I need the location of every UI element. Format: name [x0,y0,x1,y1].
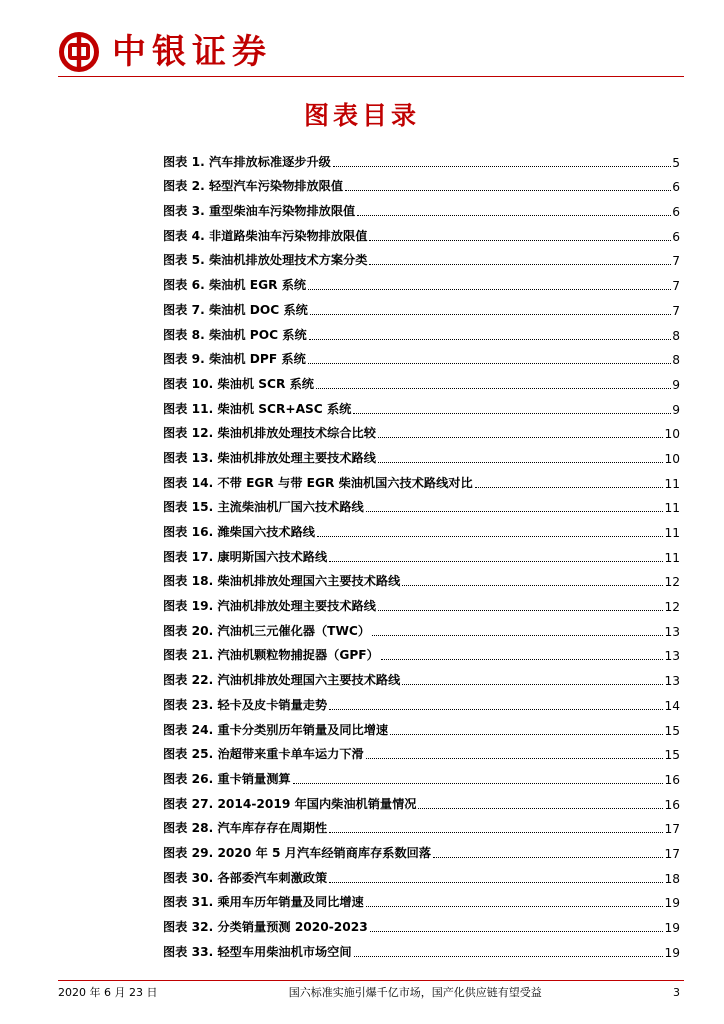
toc-dot-leader [329,561,663,562]
toc-entry-page: 7 [672,254,680,269]
toc-entry[interactable] [163,812,680,837]
footer-page-number: 3 [672,985,680,999]
toc-entry[interactable] [163,441,680,466]
toc-dot-leader [433,857,663,858]
toc-dot-leader [329,709,663,710]
toc-entry[interactable] [163,886,680,911]
toc-entry-label: 图表 26. 重卡销量测算 [163,771,291,786]
toc-entry[interactable] [163,515,680,540]
toc-dot-leader [378,462,664,463]
toc-entry-label: 图表 20. 汽油机三元催化器（TWC） [163,623,371,638]
toc-entry-page: 19 [664,945,680,960]
toc-entry-label: 图表 10. 柴油机 SCR 系统 [163,376,314,391]
toc-entry[interactable] [163,614,680,639]
toc-entry[interactable] [163,244,680,269]
toc-dot-leader [372,635,663,636]
toc-dot-leader [357,215,671,216]
toc-entry-label: 图表 19. 汽油机排放处理主要技术路线 [163,599,376,614]
footer-report-title: 国六标准实施引爆千亿市场，国产化供应链有望受益 [288,986,542,999]
toc-entry[interactable] [163,861,680,886]
toc-dot-leader [378,610,664,611]
header-rule [58,76,684,77]
footer-rule [58,980,684,981]
toc-entry[interactable] [163,713,680,738]
toc-entry-page: 12 [664,600,680,615]
toc-entry[interactable] [163,663,680,688]
toc-entry-page: 16 [664,797,680,812]
toc-entry[interactable] [163,343,680,368]
toc-entry[interactable] [163,836,680,861]
toc-entry-label: 图表 9. 柴油机 DPF 系统 [163,352,306,367]
toc-entry-page: 14 [664,698,680,713]
toc-dot-leader [370,931,664,932]
toc-entry[interactable] [163,688,680,713]
toc-entry-page: 13 [664,674,680,689]
toc-entry[interactable] [163,318,680,343]
toc-dot-leader [345,190,671,191]
toc-entry[interactable] [163,145,680,170]
bank-of-china-logo-icon [58,31,100,73]
toc-entry-page: 11 [664,550,680,565]
toc-entry-label: 图表 27. 2014-2019 年国内柴油机销量情况 [163,796,417,811]
toc-dot-leader [310,314,671,315]
toc-entry[interactable] [163,268,680,293]
toc-entry-page: 9 [672,402,680,417]
toc-dot-leader [308,363,671,364]
toc-entry-page: 6 [672,180,680,195]
toc-entry[interactable] [163,738,680,763]
toc-dot-leader [366,511,664,512]
toc-dot-leader [390,734,663,735]
toc-entry-label: 图表 30. 各部委汽车刺激政策 [163,870,328,885]
toc-entry[interactable] [163,540,680,565]
toc-entry-label: 图表 32. 分类销量预测 2020-2023 [163,920,368,934]
toc-entry-label: 图表 14. 不带 EGR 与带 EGR 柴油机国六技术路线对比 [163,475,473,490]
toc-entry[interactable] [163,466,680,491]
toc-dot-leader [369,240,671,241]
toc-entry-label: 图表 8. 柴油机 POC 系统 [163,327,307,342]
toc-entry-page: 5 [672,155,680,170]
toc-entry-label: 图表 31. 乘用车历年销量及同比增速 [163,895,364,910]
toc-entry-page: 13 [664,624,680,639]
toc-dot-leader [381,659,664,660]
toc-entry[interactable] [163,417,680,442]
toc-entry-page: 6 [672,205,680,220]
toc-entry-page: 15 [664,748,680,763]
toc-list [163,145,680,960]
toc-entry-label: 图表 15. 主流柴油机厂国六技术路线 [163,500,364,515]
toc-dot-leader [418,808,663,809]
toc-entry-label: 图表 4. 非道路柴油车污染物排放限值 [163,228,368,243]
toc-entry-label: 图表 7. 柴油机 DOC 系统 [163,302,308,317]
toc-entry-label: 图表 21. 汽油机颗粒物捕捉器（GPF） [163,648,379,663]
toc-entry-page: 8 [672,353,680,368]
toc-entry[interactable] [163,910,680,935]
toc-entry[interactable] [163,639,680,664]
toc-entry-page: 10 [664,427,680,442]
toc-entry[interactable] [163,392,680,417]
toc-entry[interactable] [163,589,680,614]
toc-dot-leader [354,956,664,957]
toc-entry[interactable] [163,565,680,590]
toc-entry-label: 图表 33. 轻型车用柴油机市场空间 [163,944,352,959]
toc-entry-label: 图表 2. 轻型汽车污染物排放限值 [163,179,344,194]
toc-entry-page: 17 [664,822,680,837]
toc-entry[interactable] [163,762,680,787]
toc-entry-label: 图表 1. 汽车排放标准逐步升级 [163,154,331,169]
toc-dot-leader [316,388,671,389]
toc-entry[interactable] [163,491,680,516]
toc-entry-page: 16 [664,772,680,787]
toc-entry-page: 7 [672,303,680,318]
toc-entry-label: 图表 11. 柴油机 SCR+ASC 系统 [163,401,352,416]
footer-date: 2020 年 6 月 23 日 [58,986,158,999]
toc-entry-page: 18 [664,871,680,886]
toc-dot-leader [378,437,664,438]
toc-entry[interactable] [163,194,680,219]
toc-entry-page: 8 [672,328,680,343]
toc-dot-leader [333,166,671,167]
toc-dot-leader [317,536,664,537]
toc-entry[interactable] [163,170,680,195]
toc-entry-label: 图表 29. 2020 年 5 月汽车经销商库存系数回落 [163,845,432,860]
toc-title: 图表目录 [303,101,420,130]
toc-entry-label: 图表 13. 柴油机排放处理主要技术路线 [163,450,376,465]
toc-entry-page: 19 [664,921,680,935]
toc-entry-label: 图表 24. 重卡分类别历年销量及同比增速 [163,722,389,737]
toc-dot-leader [329,832,663,833]
toc-entry-page: 13 [664,649,680,664]
toc-entry[interactable] [163,935,680,960]
toc-entry-page: 11 [664,526,680,540]
toc-dot-leader [369,264,671,265]
toc-entry-label: 图表 25. 治超带来重卡单车运力下滑 [163,747,364,762]
toc-entry-label: 图表 22. 汽油机排放处理国六主要技术路线 [163,673,401,688]
toc-entry[interactable] [163,367,680,392]
toc-entry-page: 10 [664,451,680,466]
toc-entry-label: 图表 16. 潍柴国六技术路线 [163,525,315,539]
toc-dot-leader [402,684,663,685]
toc-entry-page: 11 [664,476,680,491]
toc-dot-leader [402,585,663,586]
toc-dot-leader [309,339,672,340]
toc-entry-label: 图表 18. 柴油机排放处理国六主要技术路线 [163,574,401,589]
toc-dot-leader [293,783,664,784]
toc-dot-leader [329,882,663,883]
toc-entry-label: 图表 5. 柴油机排放处理技术方案分类 [163,253,368,268]
toc-entry-page: 12 [664,575,680,590]
toc-entry[interactable] [163,787,680,812]
toc-entry-page: 19 [664,896,680,911]
toc-entry-page: 9 [672,377,680,392]
toc-entry[interactable] [163,219,680,244]
toc-entry-label: 图表 28. 汽车库存存在周期性 [163,821,328,836]
brand-name: 中银证券 [112,32,272,72]
toc-entry-page: 6 [672,229,680,244]
toc-entry-label: 图表 12. 柴油机排放处理技术综合比较 [163,426,376,441]
toc-entry[interactable] [163,293,680,318]
toc-dot-leader [366,758,664,759]
toc-dot-leader [353,413,671,414]
toc-dot-leader [366,906,664,907]
toc-dot-leader [475,487,664,488]
toc-entry-page: 11 [664,501,680,516]
toc-entry-page: 7 [672,279,680,294]
toc-entry-label: 图表 23. 轻卡及皮卡销量走势 [163,697,328,712]
toc-entry-page: 17 [664,846,680,861]
toc-entry-label: 图表 17. 康明斯国六技术路线 [163,549,328,564]
toc-entry-page: 15 [664,723,680,738]
toc-dot-leader [308,289,671,290]
toc-entry-label: 图表 6. 柴油机 EGR 系统 [163,278,307,293]
toc-entry-label: 图表 3. 重型柴油车污染物排放限值 [163,204,356,219]
page-footer [58,984,680,1000]
page-header [58,30,272,74]
